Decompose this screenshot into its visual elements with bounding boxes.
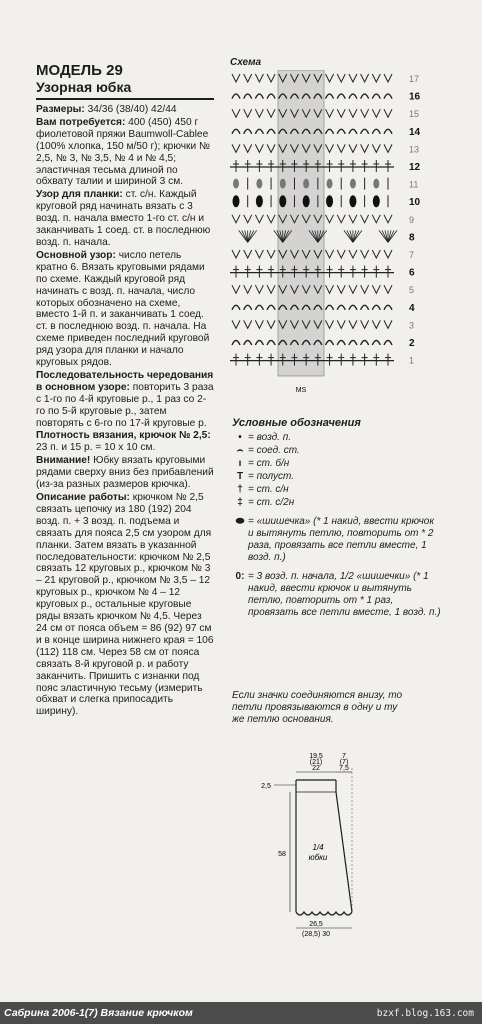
v-stitch-mark [337,74,345,82]
legend [232,417,442,620]
row-number-label: 2 [409,338,415,349]
v-stitch-mark [267,250,275,258]
v-stitch-mark [232,320,240,328]
arch-stitch-mark [326,129,334,134]
v-stitch-mark [326,109,334,117]
piece-fraction-label: 1/4 [312,843,324,852]
magazine-credit: Сабрина 2006-1(7) Вязание крючком [4,1007,193,1019]
row-number-label: 12 [409,162,421,173]
arch-stitch-mark [372,129,380,134]
top-width-label: 19,5 [309,753,323,760]
arch-stitch-mark [372,341,380,346]
arch-stitch-mark [326,305,334,310]
attention-label: Внимание! [36,455,91,467]
puff-mark [327,179,333,189]
sizes-value: 34/36 (38/40) 42/44 [84,104,177,115]
v-stitch-mark [372,320,380,328]
shell-stitch-mark [242,230,248,242]
legend-item-text: = ст. с/2н [248,497,295,508]
left-column [36,62,214,719]
arch-stitch-mark [267,129,275,134]
legend-title: Условные обозначения [232,417,361,429]
legend-item-text: = ст. б/н [248,458,290,469]
arch-stitch-mark [267,305,275,310]
sizes-paragraph [36,104,214,116]
treble-crochet-icon: ‡ [237,497,243,508]
arch-stitch-mark [255,341,263,346]
legend-item [232,497,442,509]
v-stitch-mark [372,144,380,152]
row-number-label: 13 [409,144,420,155]
arch-stitch-mark [337,305,345,310]
density-paragraph [36,430,214,454]
main-pattern-label: Основной узор: [36,249,116,261]
v-stitch-mark [384,250,392,258]
hem-width-label-2: (28,5) 30 [301,931,331,938]
arch-stitch-mark [267,341,275,346]
arch-stitch-mark [232,94,240,99]
waist-height-label: 2,5 [261,783,271,790]
v-stitch-mark [384,285,392,293]
puff-mark [373,179,379,189]
v-stitch-mark [232,215,240,223]
v-stitch-mark [232,74,240,82]
v-stitch-mark [337,109,345,117]
v-stitch-mark [384,74,392,82]
top-width-label-2: (21) [309,759,323,766]
v-stitch-mark [361,144,369,152]
row-number-label: 16 [409,91,421,103]
arch-stitch-mark [361,129,369,134]
main-pattern-paragraph [36,250,214,369]
half-puff-start-icon: 0: [235,571,245,582]
density-label: Плотность вязания, крючок № 2,5: [36,430,211,442]
puff-mark [303,179,309,189]
v-stitch-mark [372,74,380,82]
legend-item-text: = возд. п. [248,432,291,443]
v-stitch-mark [244,215,252,223]
sizes-label: Размеры: [36,104,85,115]
legend-item-text: = соед. ст. [248,445,300,456]
puff-mark [349,195,356,207]
v-stitch-mark [244,144,252,152]
arch-stitch-mark [232,305,240,310]
arch-stitch-mark [337,94,345,99]
footer-bar [0,1002,482,1024]
arch-stitch-mark [372,305,380,310]
v-stitch-mark [326,144,334,152]
half-double-crochet-icon: T [236,471,244,482]
puff-stitch-icon: ⬬ [235,516,245,527]
band-pattern-label: Узор для планки: [36,189,123,201]
v-stitch-mark [349,144,357,152]
v-stitch-mark [255,144,263,152]
row-number-label: 17 [409,74,420,84]
v-stitch-mark [361,285,369,293]
arch-stitch-mark [349,341,357,346]
repeat-label: MS [295,387,307,394]
legend-note: Если значки соединяются внизу, то петли провязываются в одну и ту же петлю основания. [232,690,402,725]
v-stitch-mark [244,320,252,328]
top-right-label: 7 [342,753,346,760]
v-stitch-mark [349,109,357,117]
skirt-length-label: 58 [278,851,286,858]
v-stitch-mark [349,215,357,223]
arch-stitch-mark [232,129,240,134]
v-stitch-mark [384,215,392,223]
sequence-paragraph [36,370,214,430]
row-number-label: 9 [409,214,415,225]
v-stitch-mark [255,285,263,293]
v-stitch-mark [361,109,369,117]
v-stitch-mark [255,250,263,258]
arch-stitch-mark [337,129,345,134]
v-stitch-mark [361,320,369,328]
arch-stitch-mark [337,341,345,346]
skirt-pattern-diagram [252,752,372,942]
v-stitch-mark [337,144,345,152]
v-stitch-mark [372,285,380,293]
materials-value: 400 (450) 450 г фиолетовой пряжи Baumwoll-Cablee (100% хлопка, 150 м/50 г); крючки № 2,5, № 3, № 3,5, № 4 и № 4,5; эластичная тесьма длиной по обхвату талии и шириной 3 см. [36,116,210,188]
v-stitch-mark [232,144,240,152]
title-rule [36,98,214,100]
v-stitch-mark [267,144,275,152]
row-number-label: 3 [409,320,415,331]
scheme-label: Схема [230,57,262,68]
sequence-value: повторить 3 раза с 1-го по 4-й круговые р., 1 раз со 2-го по 5-й круговые р., затем повторять с 6-го по 17-й круговые р. [36,381,214,429]
legend-item-text: = полуст. [248,471,294,482]
v-stitch-mark [244,109,252,117]
v-stitch-mark [361,250,369,258]
row-number-label: 5 [409,285,415,296]
v-stitch-mark [349,285,357,293]
attention-value: Юбку вязать круговыми рядами сверху вниз без прибавлений (из-за разных размеров крючка). [36,455,214,491]
row-number-label: 11 [409,179,419,190]
legend-item-text: = «шишечка» (* 1 накид, ввести крючок и вытянуть петлю, повторить от * 2 раза, провязать все петли вместе, 1 возд. п.) [248,516,435,563]
arch-stitch-mark [326,341,334,346]
arch-stitch-mark [244,305,252,310]
v-stitch-mark [349,74,357,82]
row-number-label: 10 [409,197,421,209]
arch-stitch-mark [244,341,252,346]
v-stitch-mark [255,320,263,328]
top-right-label-2: (7) [339,759,349,766]
v-stitch-mark [244,74,252,82]
v-stitch-mark [232,109,240,117]
main-pattern-value: число петель кратно 6. Вязать круговыми рядами по схеме. Каждый круговой ряд начинать с возд. п. начала, число которых обозначено на схеме, вместо 1-й п. и заканчивать 1 соед. ст. в последнюю возд. п. начала. На схеме приведен последний круговой ряд узора для планки и начало круговых рядов. [36,249,210,369]
legend-item-puff [232,516,442,564]
v-stitch-mark [361,215,369,223]
v-stitch-mark [372,215,380,223]
arch-stitch-mark [372,94,380,99]
row-number-label: 1 [409,355,415,366]
v-stitch-mark [244,285,252,293]
puff-mark [256,195,263,207]
legend-item [232,458,442,470]
row-number-label: 8 [409,232,415,244]
legend-item-text: = 3 возд. п. начала, 1/2 «шишечки» (* 1 накид, ввести крючок и вытянуть петлю, повторить от * 1 раз, провязать все петли вместе, 1 возд. п.) [248,571,441,618]
pattern-right-edge [336,792,352,912]
v-stitch-mark [267,285,275,293]
arch-stitch-mark [244,129,252,134]
arch-stitch-mark [384,341,392,346]
slip-stitch-icon: ⌢ [236,445,244,456]
v-stitch-mark [232,285,240,293]
materials-label: Вам потребуется: [36,116,126,128]
top-right-label-3: 7,5 [339,765,349,772]
puff-mark [350,179,356,189]
arch-stitch-mark [244,94,252,99]
model-subtitle: Узорная юбка [36,79,132,95]
legend-item [232,484,442,496]
puff-mark [303,195,310,207]
arch-stitch-mark [349,94,357,99]
legend-item-start [232,571,442,619]
arch-stitch-mark [361,341,369,346]
work-value: крючком № 2,5 связать цепочку из 180 (192) 204 возд. п. + 3 возд. п. подъема и связать для пояса 2,5 см узором для планки. Затем вязать в указанной последовательности: крючком № 2,5 связать 12 круговых р., крючком № 3 – 21 круговой р., крючком № 3,5 – 12 круговых р., крючком № 4 – 12 круговых р., остальные круговые ряды вязать крючком № 4,5. Через 24 см от пояса объем = 86 (92) 97 см и в конце ширина нижнего края = 106 (112) 118 см. Через 58 см от пояса связать 8-й круговой р. и работу заканчить. Пришить с изнанки под пояс эластичную тесьму (измерить обхват и слегка припосадить ширину). [36,492,214,718]
arch-stitch-mark [361,305,369,310]
v-stitch-mark [267,215,275,223]
v-stitch-mark [326,74,334,82]
chain-stitch-icon: • [238,432,242,443]
row-number-label: 15 [409,109,420,120]
v-stitch-mark [244,250,252,258]
shell-stitch-mark [347,230,353,242]
model-title: МОДЕЛЬ 29 [36,62,123,79]
arch-stitch-mark [361,94,369,99]
puff-mark [280,179,286,189]
row-number-label: 4 [409,302,415,314]
legend-item [232,445,442,457]
arch-stitch-mark [384,94,392,99]
puff-mark [233,195,240,207]
legend-item-text: = ст. с/н [248,484,289,495]
materials-paragraph [36,117,214,188]
arch-stitch-mark [349,305,357,310]
v-stitch-mark [255,74,263,82]
v-stitch-mark [349,320,357,328]
piece-name-label: юбки [308,853,328,862]
row-number-label: 14 [409,126,421,138]
puff-mark [279,195,286,207]
attention-paragraph [36,455,214,491]
v-stitch-mark [372,250,380,258]
v-stitch-mark [326,320,334,328]
v-stitch-mark [372,109,380,117]
v-stitch-mark [267,74,275,82]
v-stitch-mark [337,215,345,223]
crochet-chart [226,70,431,396]
v-stitch-mark [326,215,334,223]
v-stitch-mark [337,250,345,258]
v-stitch-mark [255,109,263,117]
arch-stitch-mark [232,341,240,346]
v-stitch-mark [384,320,392,328]
v-stitch-mark [255,215,263,223]
v-stitch-mark [232,250,240,258]
legend-item [232,432,442,444]
puff-mark [256,179,262,189]
v-stitch-mark [349,250,357,258]
single-crochet-icon: ı [238,458,242,469]
sequence-label: Последовательность чередования в основном узоре: [36,369,214,393]
puff-mark [233,179,239,189]
arch-stitch-mark [384,129,392,134]
v-stitch-mark [384,144,392,152]
arch-stitch-mark [255,305,263,310]
v-stitch-mark [326,285,334,293]
arch-stitch-mark [255,94,263,99]
shell-stitch-mark [382,230,388,242]
band-pattern-paragraph [36,189,214,249]
puff-mark [326,195,333,207]
hem-width-label: 26,5 [309,921,323,928]
density-value: 23 п. и 15 р. = 10 х 10 см. [36,442,156,454]
arch-stitch-mark [255,129,263,134]
arch-stitch-mark [349,129,357,134]
v-stitch-mark [267,320,275,328]
v-stitch-mark [326,250,334,258]
work-label: Описание работы: [36,492,130,503]
v-stitch-mark [267,109,275,117]
work-paragraph [36,492,214,718]
top-width-label-3: 22 [312,765,320,772]
arch-stitch-mark [326,94,334,99]
row-number-label: 7 [409,250,415,260]
arch-stitch-mark [267,94,275,99]
arch-stitch-mark [384,305,392,310]
v-stitch-mark [361,74,369,82]
v-stitch-mark [337,285,345,293]
v-stitch-mark [384,109,392,117]
v-stitch-mark [337,320,345,328]
puff-mark [373,195,380,207]
blog-watermark: bzxf.blog.163.com [376,1008,474,1019]
pattern-scalloped-hem [296,912,352,915]
row-number-label: 6 [409,267,415,279]
double-crochet-icon: † [237,484,243,495]
legend-item [232,471,442,483]
band-pattern-value: ст. с/н. Каждый круговой ряд начинать вязать с 3 возд. п. начала вместо 1-го ст. с/н и заканчивать 1 соед. ст. в последнюю возд. п. начала. [36,189,211,248]
